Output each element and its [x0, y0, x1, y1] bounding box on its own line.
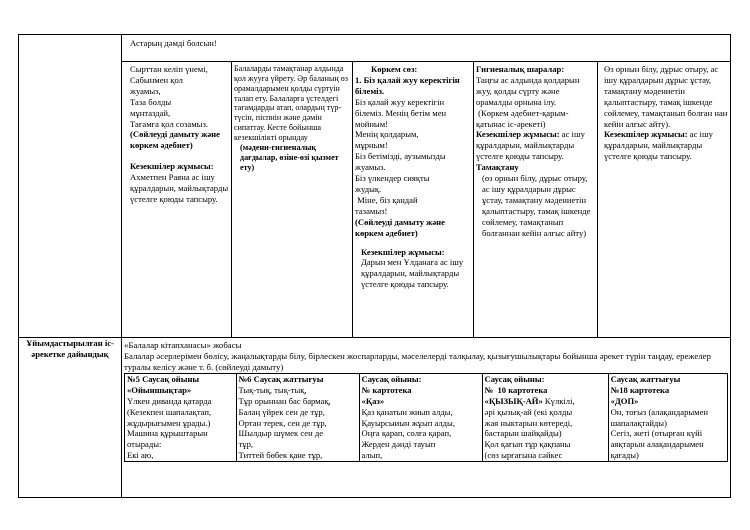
- col1-poem-note: (Сөйлеуді дамыту және көркем әдебиет): [130, 129, 223, 151]
- game-line: тұр,: [238, 439, 254, 450]
- game-line: Ортан терек, сен де тұр,: [238, 417, 327, 428]
- col3-poem-line: Менің қолдарым,: [355, 129, 419, 140]
- game-line: алып,: [361, 450, 383, 461]
- col1-poem-line: Сырттан келіп үнемі,: [130, 64, 208, 74]
- col2-cell: [232, 62, 353, 338]
- col1-cell: [122, 62, 232, 338]
- col4-cell: [474, 62, 598, 338]
- game-line: Үлкен диванда қатарда: [127, 395, 212, 406]
- game-title-line: «ҚЫЗЫҚ-АЙ»: [484, 395, 543, 406]
- col3-poem-line: жудық.: [355, 183, 382, 194]
- col4-note: (Көркем әдебиет-қарым-қатынас іс-әрекеті): [476, 107, 569, 129]
- preparation-label: Ұйымдастырылған іс-әрекетке дайындық: [26, 338, 114, 359]
- col3-poem-line: тазамыз!: [355, 205, 388, 216]
- col1-poem-line: Таза болды: [130, 96, 172, 107]
- game-line: (сөз ырғағына сәйкес: [484, 450, 563, 461]
- col1-poem-line: мұнтаздай,: [130, 107, 171, 118]
- project-description: Балалар әсерлерімен бөлісу, жаңалықтарды білу, бірлескен жоспарларды, мәселелерді талқылау, қызығушылықтары бойынша әрекет түрін таңдау, ережелер туралы келісу және т. б. (сөйлеуді дамыту): [124, 350, 711, 372]
- col4-meal-text: (өз орнын білу, дұрыс отыру, ас ішу құралдарын дұрыс ұстау, тамақтану мәдениетін қалыптастыру, тамақ ішкенде сөйлемеу, тамақтанып болғаннан кейін алғыс айту): [482, 173, 593, 238]
- preparation-label-cell: [19, 338, 122, 498]
- game-title-line: № 10 картотека: [484, 384, 548, 395]
- game-line: Жерден дәнді тауып: [361, 439, 436, 450]
- greeting-text: Астарың дәмді болсын!: [130, 38, 217, 48]
- row1-label-cell: [19, 35, 122, 338]
- col5-duty-text: ас ішу құралдарын, майлықтарды үстелге қоюды тапсыру.: [604, 129, 716, 162]
- game-line: Оңға қарап, солға қарап,: [361, 428, 452, 439]
- game-line: Машина құрыштарын: [127, 428, 208, 439]
- game-title-line: №5 Саусақ ойыны: [127, 373, 200, 384]
- game-line: Қаз қанатын жиып алды,: [361, 406, 453, 417]
- schedule-table: [18, 34, 731, 498]
- games-table: [124, 373, 728, 462]
- game-line: Тұр орыннан бас бармақ,: [238, 395, 331, 406]
- col1-duty-text: Ахметпен Раяна ас ішу құралдарын, майлықтарды үстелге қоюды тапсыру.: [130, 172, 229, 204]
- preparation-content: [122, 338, 731, 498]
- project-title: «Балалар кітапханасы» жобасы: [124, 340, 242, 350]
- col4-duty-label: Кезекшілер жұмысы:: [476, 129, 560, 140]
- col3-poem-line: Біз үлкендер сияқты: [355, 173, 430, 184]
- preparation-row: [19, 338, 731, 498]
- col4-duty-text: ас ішу құралдарын, майлықтарды үстелге қоюды тапсыру.: [476, 129, 585, 162]
- game-line: Балаң үйрек сен де тұр,: [238, 406, 325, 417]
- games-row: [125, 373, 728, 461]
- game-line: Қауырсыиын жұып алды,: [361, 417, 455, 428]
- game-line: аяқтарын алақандарымен: [610, 439, 704, 450]
- col3-poem-line: мұрным!: [355, 140, 388, 151]
- col4-heading: Гигиеналық шаралар:: [476, 64, 565, 74]
- game-line: Тық-тық, тық-тық,: [238, 384, 307, 395]
- col2-text: Балаларды тамақтанар алдында қол жууға үйрету. Әр баланың өз орамалдарымен қолды сүртуін талап ету. Балаларға үстелдегі тағамдарды атап, олардың түр-түсін, піспнін және дәмін сипаттау. Кесте бойынша кезекшілікті орындау: [234, 64, 348, 143]
- col3-poem-line: Міне, біз қандай: [355, 194, 418, 205]
- game-title-line: «Қаз»: [361, 395, 385, 406]
- col4-text: Таңғы ас алдында қолдарын жуу, қолды сүрту және орамалды орнына ілу.: [476, 74, 580, 107]
- game-title-line: «ДОП»: [610, 395, 639, 406]
- game-title-tail: Күлкілі,: [542, 395, 575, 406]
- col2-note-text: (мәдени-гигиеналық дағдылар, өзіне-өзі қызмет ету): [240, 142, 341, 172]
- col5-duty-label: Кезекшілер жұмысы:: [604, 129, 688, 140]
- game-line: Сегіз, жеті (отырған күйі: [610, 428, 703, 439]
- game-title-line: №6 Саусақ жаттығуы: [238, 373, 324, 384]
- game-line: Қол қағып тұр қақпаны: [484, 439, 571, 450]
- game-card-5: [608, 373, 727, 461]
- game-line: жая ныктарын көтереді,: [484, 417, 573, 428]
- game-title-row: [485, 396, 606, 407]
- game-line: отырады:: [127, 439, 162, 450]
- col3-poem-line: Біз қалай жуу керектігін: [355, 96, 445, 107]
- breakfast-row: [19, 62, 731, 338]
- col3-duty-text: Дарын мен Ұлданаға ас ішу құралдарын, майлықтарды үстелге қоюды тапсыру.: [361, 257, 464, 290]
- col3-heading: Көркем сөз:: [371, 64, 418, 74]
- game-card-3: [359, 373, 482, 461]
- game-line: әрі қызық-ай (екі қолды: [484, 406, 573, 417]
- col1-poem-line: жуамыз,: [130, 85, 161, 96]
- game-card-1: [125, 373, 237, 461]
- game-card-4: [482, 373, 608, 461]
- game-line: Он, тоғыз (алақандарымен: [610, 406, 708, 417]
- game-line: Титтей бөбек қане тұр,: [238, 450, 323, 461]
- col1-poem-line: Сабынмен қол: [130, 74, 183, 85]
- game-line: Шылдыр шүмек сен де: [238, 428, 324, 439]
- col3-poem-line: мойным!: [355, 118, 389, 129]
- col3-poem-line: жуамыз.: [355, 162, 386, 173]
- game-title-line: «Ойыншықтар»: [127, 384, 192, 395]
- game-line: қағады): [610, 450, 639, 461]
- col5-text: Өз орнын білу, дұрыс отыру, ас ішу құралдарын дұрыс ұстау, тамақтану мәдениетін қалыптастыру, тамақ ішкенде сөйлемеу, тамақтанып болған нан кейін алғыс айту).: [604, 64, 728, 129]
- game-line: (Кезекпен шапалақтап,: [127, 406, 212, 417]
- game-title-line: № картотека: [361, 384, 412, 395]
- greeting-cell: [122, 35, 731, 62]
- game-title-line: №18 картотека: [610, 384, 670, 395]
- game-line: Екі аю,: [127, 450, 154, 461]
- col3-note: (Сөйлеуді дамыту және көркем әдебиет): [355, 216, 448, 238]
- col5-duty: [604, 129, 728, 162]
- game-line: бастарын шайқайды): [484, 428, 562, 439]
- col3-cell: [353, 62, 474, 338]
- col3-subheading: 1. Біз қалай жуу керектігін білеміз.: [355, 74, 462, 96]
- game-line: жұдырығымен ұрады.): [127, 417, 211, 428]
- greeting-row: [19, 35, 731, 62]
- game-title-line: Саусақ ойыны:: [484, 373, 545, 384]
- col1-poem-line: Тағамға қол созамыз.: [130, 118, 208, 129]
- col4-meal-label: Тамақтану: [476, 162, 519, 173]
- col3-duty: [355, 247, 471, 291]
- col1-duty-label: Кезекшілер жұмысы:: [130, 161, 214, 172]
- col5-cell: [598, 62, 731, 338]
- col3-poem-line: білеміз. Менің бетім мен: [355, 107, 447, 118]
- game-title-line: Саусақ ойыны:: [361, 373, 422, 384]
- col2-note: [234, 143, 350, 173]
- game-card-2: [236, 373, 359, 461]
- col3-poem-line: Біз бетімізді, аузымызды: [355, 151, 446, 162]
- game-title-line: Саусақ жаттығуы: [610, 373, 681, 384]
- game-line: шапалақтайды): [610, 417, 667, 428]
- col3-duty-label: Кезекшілер жұмысы:: [361, 246, 445, 257]
